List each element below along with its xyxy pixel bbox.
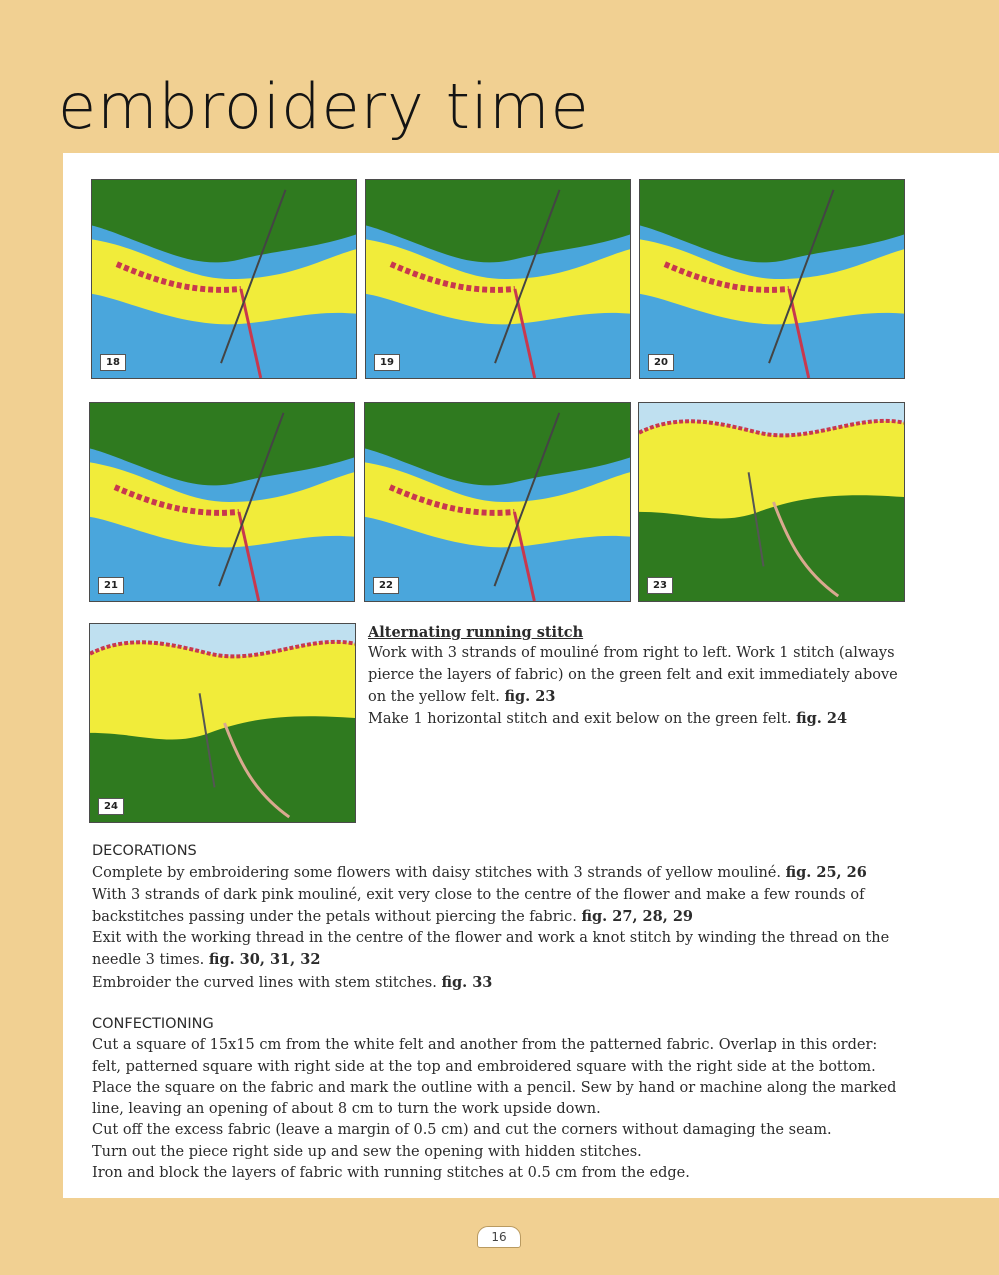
running-stitch-section <box>368 622 908 730</box>
figure-19-photo <box>365 179 631 379</box>
running-stitch-paragraph: Make 1 horizontal stitch and exit below on the green felt. fig. 24 <box>368 710 848 728</box>
figure-23-photo <box>638 402 905 602</box>
figure-label: 19 <box>374 354 400 371</box>
felt-photo-illustration <box>366 180 630 378</box>
felt-photo-illustration <box>90 624 355 822</box>
decorations-section <box>92 841 908 994</box>
figure-label: 21 <box>98 577 124 594</box>
figure-label: 24 <box>98 798 124 815</box>
confectioning-section <box>92 1014 908 1184</box>
decorations-paragraph: Complete by embroidering some flowers with daisy stitches with 3 strands of yellow mouliné. fig. 25, 26 <box>92 864 867 882</box>
confectioning-paragraph: Place the square on the fabric and mark the outline with a pencil. Sew by hand or machine along the marked line, leaving an opening of about 8 cm to turn the work upside down. <box>92 1079 897 1118</box>
felt-photo-illustration <box>92 180 356 378</box>
confectioning-paragraph: Iron and block the layers of fabric with running stitches at 0.5 cm from the edge. <box>92 1165 690 1182</box>
running-stitch-paragraph: Work with 3 strands of mouliné from right to left. Work 1 stitch (always pierce the layers of fabric) on the green felt and exit immediately above on the yellow felt. fig. 23 <box>368 645 898 705</box>
confectioning-paragraph: Turn out the piece right side up and sew the opening with hidden stitches. <box>92 1143 642 1160</box>
page-title: embroidery time <box>58 70 590 143</box>
running-stitch-heading: Alternating running stitch <box>368 624 584 641</box>
confectioning-heading: CONFECTIONING <box>92 1016 214 1032</box>
figure-label: 23 <box>647 577 673 594</box>
figure-label: 20 <box>648 354 674 371</box>
figure-label: 18 <box>100 354 126 371</box>
felt-photo-illustration <box>90 403 354 601</box>
figure-label: 22 <box>373 577 399 594</box>
figure-20-photo <box>639 179 905 379</box>
confectioning-paragraph: Cut off the excess fabric (leave a margin of 0.5 cm) and cut the corners without damaging the seam. <box>92 1122 832 1139</box>
figure-24-photo <box>89 623 356 823</box>
figure-21-photo <box>89 402 355 602</box>
felt-photo-illustration <box>365 403 630 601</box>
decorations-heading: DECORATIONS <box>92 843 197 859</box>
felt-photo-illustration <box>639 403 904 601</box>
figure-18-photo <box>91 179 357 379</box>
felt-photo-illustration <box>640 180 904 378</box>
decorations-paragraph: Embroider the curved lines with stem stitches. fig. 33 <box>92 973 493 991</box>
confectioning-paragraph: Cut a square of 15x15 cm from the white felt and another from the patterned fabric. Overlap in this order: felt, patterned square with right side at the top and embroidered square with the right side at the bottom. <box>92 1037 878 1075</box>
page-number: 16 <box>477 1226 521 1248</box>
figure-22-photo <box>364 402 631 602</box>
decorations-paragraph: Exit with the working thread in the centre of the flower and work a knot stitch by winding the thread on the needle 3 times. fig. 30, 31, 32 <box>92 930 890 969</box>
decorations-paragraph: With 3 strands of dark pink mouliné, exit very close to the centre of the flower and make a few rounds of backstitches passing under the petals without piercing the fabric. fig. 27, 28, 29 <box>92 886 865 925</box>
